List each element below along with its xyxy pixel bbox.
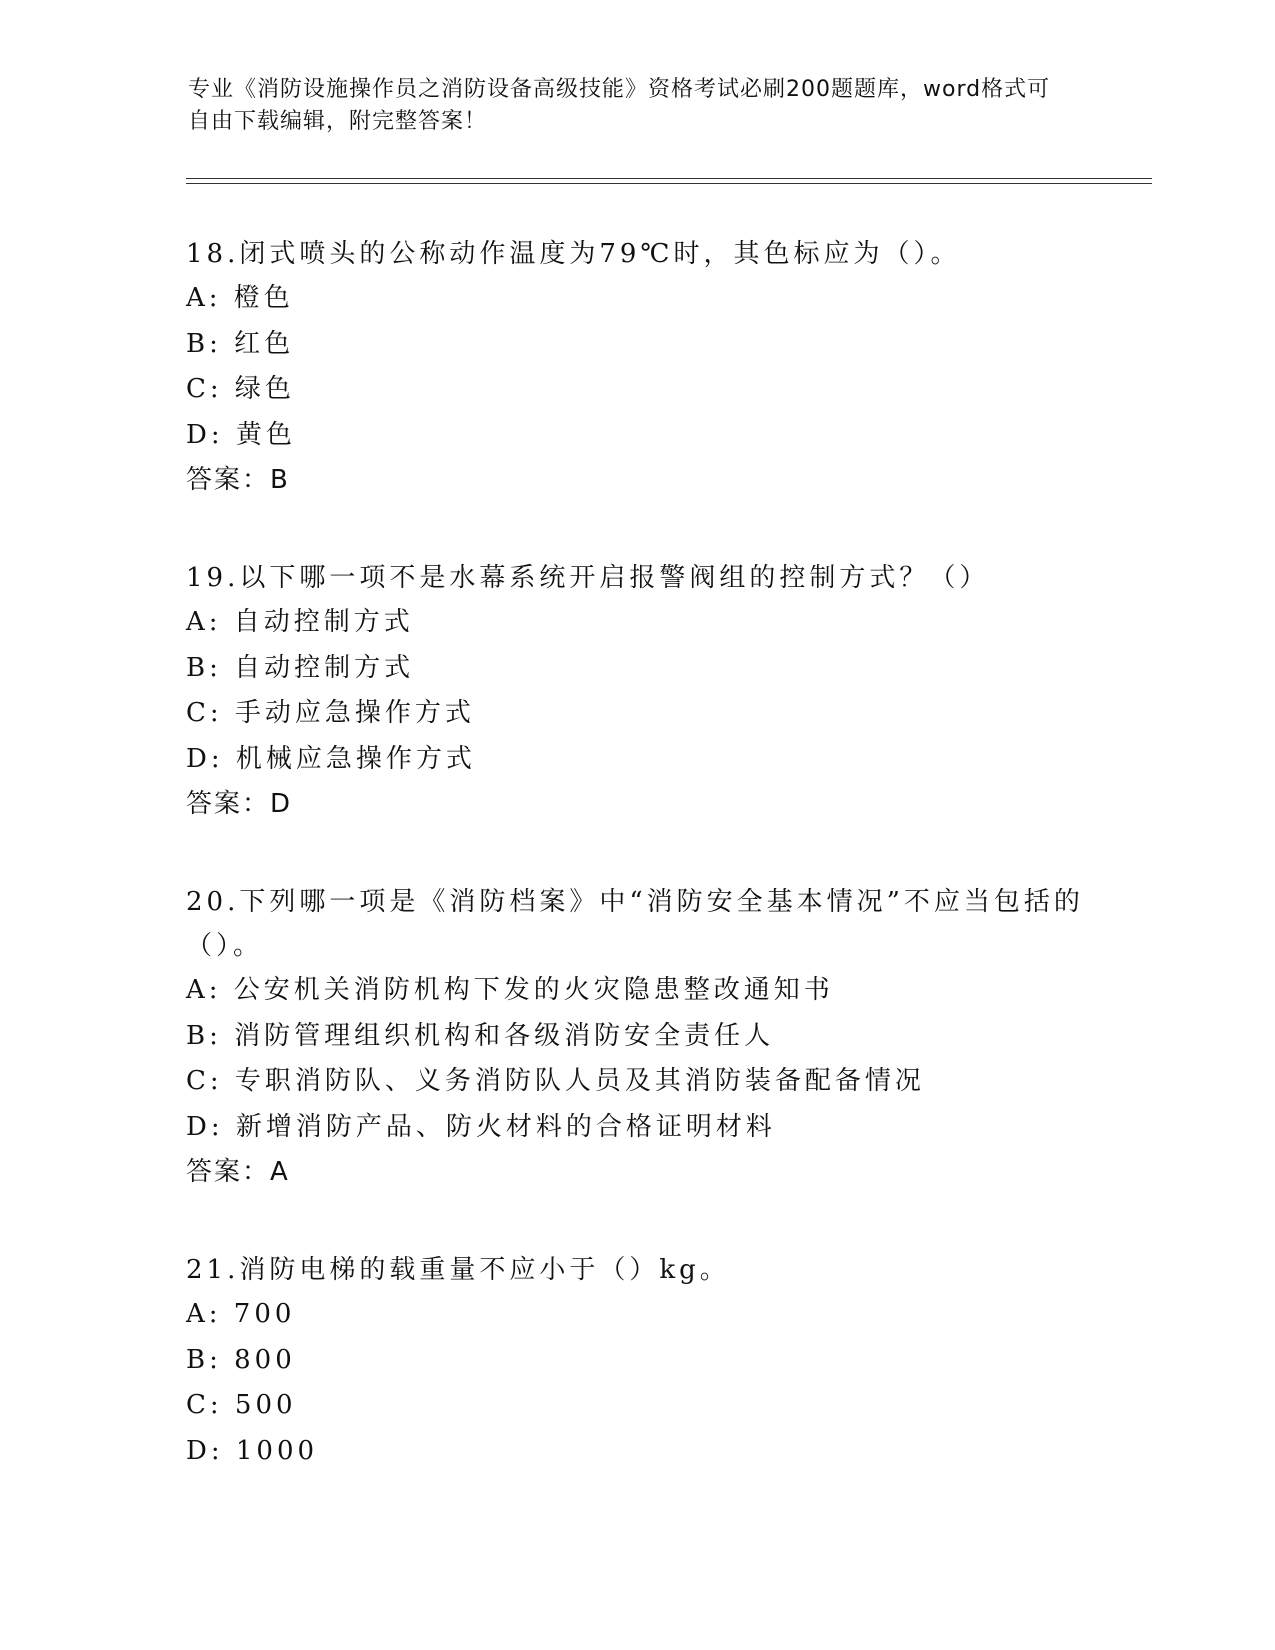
option-b: B: 800 — [186, 1344, 296, 1375]
option-d: D: 1000 — [186, 1435, 319, 1466]
option-d: D: 机械应急操作方式 — [186, 743, 476, 774]
document-header: 专业《消防设施操作员之消防设备高级技能》资格考试必刷200题题库，word格式可自由下载编辑，附完整答案！ — [188, 77, 1051, 134]
option-d: D: 新增消防产品、防火材料的合格证明材料 — [186, 1111, 776, 1142]
answer: 答案：D — [186, 789, 293, 819]
question-stem: 20.下列哪一项是《消防档案》中“消防安全基本情况”不应当包括的（）。 — [186, 887, 1084, 961]
answer: 答案：A — [186, 1157, 290, 1187]
question-21 — [186, 1248, 1086, 1474]
option-c: C: 绿色 — [186, 374, 295, 404]
question-stem: 19.以下哪一项不是水幕系统开启报警阀组的控制方式？（） — [186, 563, 990, 593]
option-c: C: 专职消防队、义务消防队人员及其消防装备配备情况 — [186, 1066, 925, 1096]
header-rule-top — [186, 178, 1152, 179]
option-b: B: 自动控制方式 — [186, 652, 415, 683]
option-b: B: 消防管理组织机构和各级消防安全责任人 — [186, 1020, 775, 1051]
question-stem: 18.闭式喷头的公称动作温度为79℃时，其色标应为（）。 — [186, 239, 961, 269]
option-a: A: 自动控制方式 — [186, 607, 414, 637]
option-a: A: 700 — [186, 1299, 296, 1329]
option-a: A: 橙色 — [186, 283, 294, 313]
question-20 — [186, 880, 1086, 1196]
header-rule-bottom — [186, 183, 1152, 184]
option-a: A: 公安机关消防机构下发的火灾隐患整改通知书 — [186, 975, 834, 1005]
option-d: D: 黄色 — [186, 419, 296, 450]
option-c: C: 手动应急操作方式 — [186, 698, 475, 728]
question-18 — [186, 232, 1086, 504]
answer: 答案：B — [186, 465, 290, 495]
question-stem: 21.消防电梯的载重量不应小于（）kg。 — [186, 1255, 730, 1285]
option-c: C: 500 — [186, 1390, 297, 1420]
option-b: B: 红色 — [186, 328, 295, 359]
question-19 — [186, 556, 1086, 828]
